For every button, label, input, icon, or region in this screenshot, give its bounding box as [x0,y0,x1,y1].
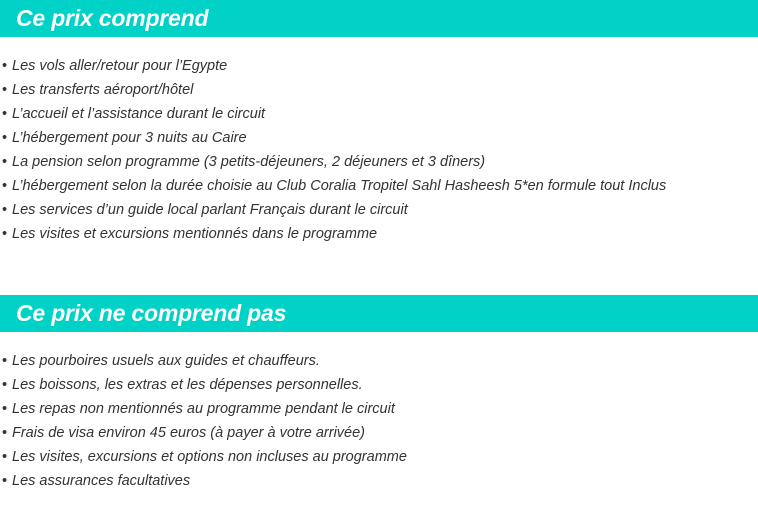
included-item [0,54,758,78]
bullet-icon: • [2,106,8,122]
included-item-text: L’accueil et l’assistance durant le circuit [12,106,266,122]
bullet-icon: • [2,473,8,489]
included-item-text: L’hébergement selon la durée choisie au Club Coralia Tropitel Sahl Hasheesh 5*en formule tout Inclus [12,178,667,194]
excluded-list [0,349,758,493]
included-item-text: L’hébergement pour 3 nuits au Caire [12,130,247,146]
bullet-icon: • [2,154,8,170]
bullet-icon: • [2,449,8,465]
included-item-text: Les vols aller/retour pour l’Egypte [12,58,228,74]
included-item [0,174,758,198]
excluded-section [0,295,758,493]
excluded-item [0,349,758,373]
included-item [0,102,758,126]
bullet-icon: • [2,425,8,441]
excluded-item-text: Les pourboires usuels aux guides et chauffeurs. [12,353,320,369]
included-item [0,126,758,150]
excluded-item [0,469,758,493]
included-item [0,222,758,246]
excluded-item-text: Frais de visa environ 45 euros (à payer à votre arrivée) [12,425,365,441]
included-item-text: Les services d’un guide local parlant Français durant le circuit [12,202,408,218]
included-item [0,198,758,222]
excluded-title: Ce prix ne comprend pas [16,300,287,326]
included-item-text: La pension selon programme (3 petits-déjeuners, 2 déjeuners et 3 dîners) [12,154,486,170]
included-item-text: Les transferts aéroport/hôtel [12,82,194,98]
bullet-icon: • [2,226,8,242]
bullet-icon: • [2,353,8,369]
bullet-icon: • [2,202,8,218]
excluded-item-text: Les boissons, les extras et les dépenses personnelles. [12,377,363,393]
bullet-icon: • [2,401,8,417]
excluded-item-text: Les visites, excursions et options non incluses au programme [12,449,407,465]
excluded-item-text: Les assurances facultatives [12,473,191,489]
bullet-icon: • [2,130,8,146]
excluded-item [0,397,758,421]
bullet-icon: • [2,82,8,98]
excluded-item [0,445,758,469]
bullet-icon: • [2,178,8,194]
excluded-item-text: Les repas non mentionnés au programme pendant le circuit [12,401,395,417]
bullet-icon: • [2,58,8,74]
included-list [0,54,758,246]
included-banner [0,0,758,37]
excluded-banner [0,295,758,332]
bullet-icon: • [2,377,8,393]
excluded-item [0,373,758,397]
included-section [0,0,758,246]
included-item [0,150,758,174]
included-title: Ce prix comprend [16,5,209,31]
included-item [0,78,758,102]
included-item-text: Les visites et excursions mentionnés dans le programme [12,226,378,242]
excluded-item [0,421,758,445]
